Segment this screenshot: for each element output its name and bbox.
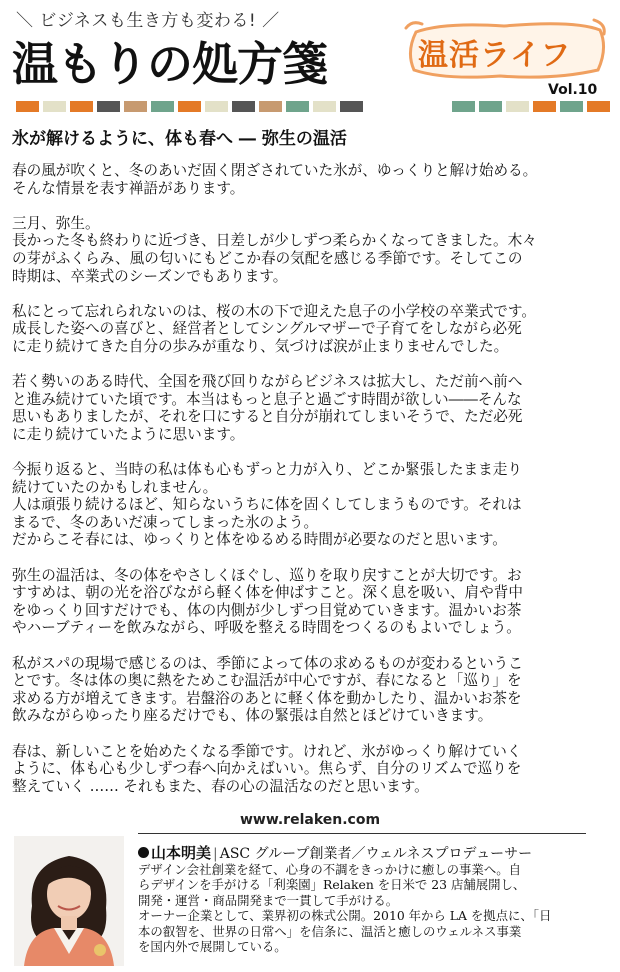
strip-block: [560, 101, 583, 112]
decorative-color-strip-left: [16, 101, 363, 112]
bio-line: 本の叡智を、世界の日常へ」を信条に、温活と癒しのウェルネス事業: [138, 923, 522, 939]
bio-line: 開発・運営・商品開発まで一貫して手がける。: [138, 892, 399, 908]
text-line: すすめは、朝の光を浴びながら軽く体を伸ばすこと。深く息を吸い、肩や背中: [12, 584, 523, 602]
text-line: 時期は、卒業式のシーズンでもあります。: [12, 267, 288, 285]
text-line: 長かった冬も終わりに近づき、日差しが少しずつ柔らかくなってきました。木々: [12, 232, 537, 250]
tagline: ＼ ビジネスも生き方も変わる! ／: [16, 11, 280, 31]
text-line: だからこそ春には、ゆっくりと体をゆるめる時間が必要なのだと思います。: [12, 531, 507, 549]
author-name: 山本明美: [151, 844, 212, 862]
volume-number: Vol.10: [548, 82, 598, 98]
article-paragraph: [12, 303, 610, 356]
strip-block: [43, 101, 66, 112]
bio-line: デザイン会社創業を経て、心身の不調をきっかけに癒しの事業へ。自: [138, 862, 521, 877]
strip-block: [178, 101, 201, 112]
text-line: 思いもありましたが、それを口にすると自分が崩れてしまいそうで、ただ必死: [12, 408, 523, 426]
text-line: 私にとって忘れられないのは、桜の木の下で迎えた息子の小学校の卒業式です。: [12, 302, 536, 320]
text-line: 三月、弥生。: [12, 214, 100, 232]
column-title: 温もりの処方箋: [12, 37, 327, 91]
bio-line: を国内外で展開している。: [138, 939, 287, 955]
text-line: 若く勢いのある時代、全国を飛び回りながらビジネスは拡大し、ただ前へ前へ: [12, 373, 523, 391]
text-line: 春は、新しいことを始めたくなる季節です。けれど、氷がゆっくり解けていく: [12, 742, 522, 760]
text-line: に走り続けてきた自分の歩みが重なり、気づけば涙が止まりませんでした。: [12, 337, 509, 355]
strip-block: [16, 101, 39, 112]
text-line: と進み続けていた頃です。本当はもっと息子と過ごす時間が欲しい――そんな: [12, 390, 522, 408]
author-heading: [138, 842, 532, 863]
website-url[interactable]: www.relaken.com: [239, 812, 381, 828]
strip-block: [587, 101, 610, 112]
text-line: まるで、冬のあいだ凍ってしまった氷のよう。: [12, 513, 319, 531]
decorative-color-strip-right: [452, 101, 610, 112]
article-paragraph: [12, 461, 610, 549]
text-line: 飲みながらゆったり座るだけでも、体の緊張は自然とほどけていきます。: [12, 707, 493, 725]
strip-block: [205, 101, 228, 112]
text-line: 弥生の温活は、冬の体をやさしくほぐし、巡りを取り戻すことが大切です。お: [12, 566, 522, 584]
text-line: ように、体も心も少しずつ春へ向かえばいい。焦らず、自分のリズムで巡りを: [12, 760, 522, 778]
strip-block: [533, 101, 556, 112]
bio-line: オーナー企業として、業界初の株式公開。2010 年から LA を拠点に、「日: [138, 908, 552, 924]
text-line: に走り続けていたように思います。: [12, 425, 245, 443]
strip-block: [70, 101, 93, 112]
text-line: やハーブティーを飲みながら、呼吸を整える時間をつくるのもよいでしょう。: [12, 619, 521, 637]
strip-block: [452, 101, 475, 112]
article-paragraph: [12, 162, 610, 197]
badge-label: 温活ライフ: [418, 38, 572, 73]
separator: |: [213, 846, 218, 862]
strip-block: [286, 101, 309, 112]
author-photo: [14, 836, 124, 966]
bio-line: らデザインを手がける「利楽園」Relaken を日米で 23 店舗展開し、: [138, 877, 526, 893]
text-line: 今振り返ると、当時の私は体も心もずっと力が入り、どこか緊張したまま走り: [12, 461, 522, 479]
author-role: ASC グループ創業者／ウェルネスプロデューサー: [219, 846, 533, 862]
strip-block: [151, 101, 174, 112]
article-paragraph: [12, 743, 610, 796]
series-badge: [404, 18, 610, 82]
article-paragraph: [12, 567, 610, 637]
strip-block: [97, 101, 120, 112]
strip-block: [259, 101, 282, 112]
strip-block: [506, 101, 529, 112]
text-line: 人は頑張り続けるほど、知らないうちに体を固くしてしまうものです。それは: [12, 496, 522, 514]
strip-block: [340, 101, 363, 112]
author-bio: [138, 862, 590, 954]
text-line: の芽がふくらみ、風の匂いにもどこか春の気配を感じる季節です。そしてこの: [12, 249, 523, 267]
text-line: 求める方が増えてきます。岩盤浴のあとに軽く体を動かしたり、温かいお茶を: [12, 689, 522, 707]
text-line: 春の風が吹くと、冬のあいだ固く閉ざされていた氷が、ゆっくりと解け始める。: [12, 162, 538, 179]
text-line: そんな情景を表す禅語があります。: [12, 179, 245, 197]
strip-block: [232, 101, 255, 112]
article-paragraph: [12, 373, 610, 443]
article-paragraph: [12, 215, 610, 285]
text-line: 私がスパの現場で感じるのは、季節によって体の求めるものが変わるというこ: [12, 654, 523, 672]
article-subtitle: 氷が解けるように、体も春へ ― 弥生の温活: [12, 129, 347, 149]
divider: [138, 833, 586, 834]
text-line: 続けていたのかもしれません。: [12, 478, 218, 496]
article-body: [12, 162, 610, 813]
bullet-icon: [138, 847, 149, 858]
text-line: をゆっくり回すだけでも、体の内側が少しずつ目覚めていきます。温かいお茶: [12, 601, 522, 619]
text-line: 整えていく …… それもまた、春の心の温活なのだと思います。: [12, 777, 429, 795]
strip-block: [313, 101, 336, 112]
text-line: 成長した姿への喜びと、経営者としてシングルマザーで子育てをしながら必死: [12, 320, 522, 338]
strip-block: [479, 101, 502, 112]
strip-block: [124, 101, 147, 112]
text-line: とです。冬は体の奥に熱をためこむ温活が中心ですが、春になると「巡り」を: [12, 672, 522, 690]
article-paragraph: [12, 655, 610, 725]
